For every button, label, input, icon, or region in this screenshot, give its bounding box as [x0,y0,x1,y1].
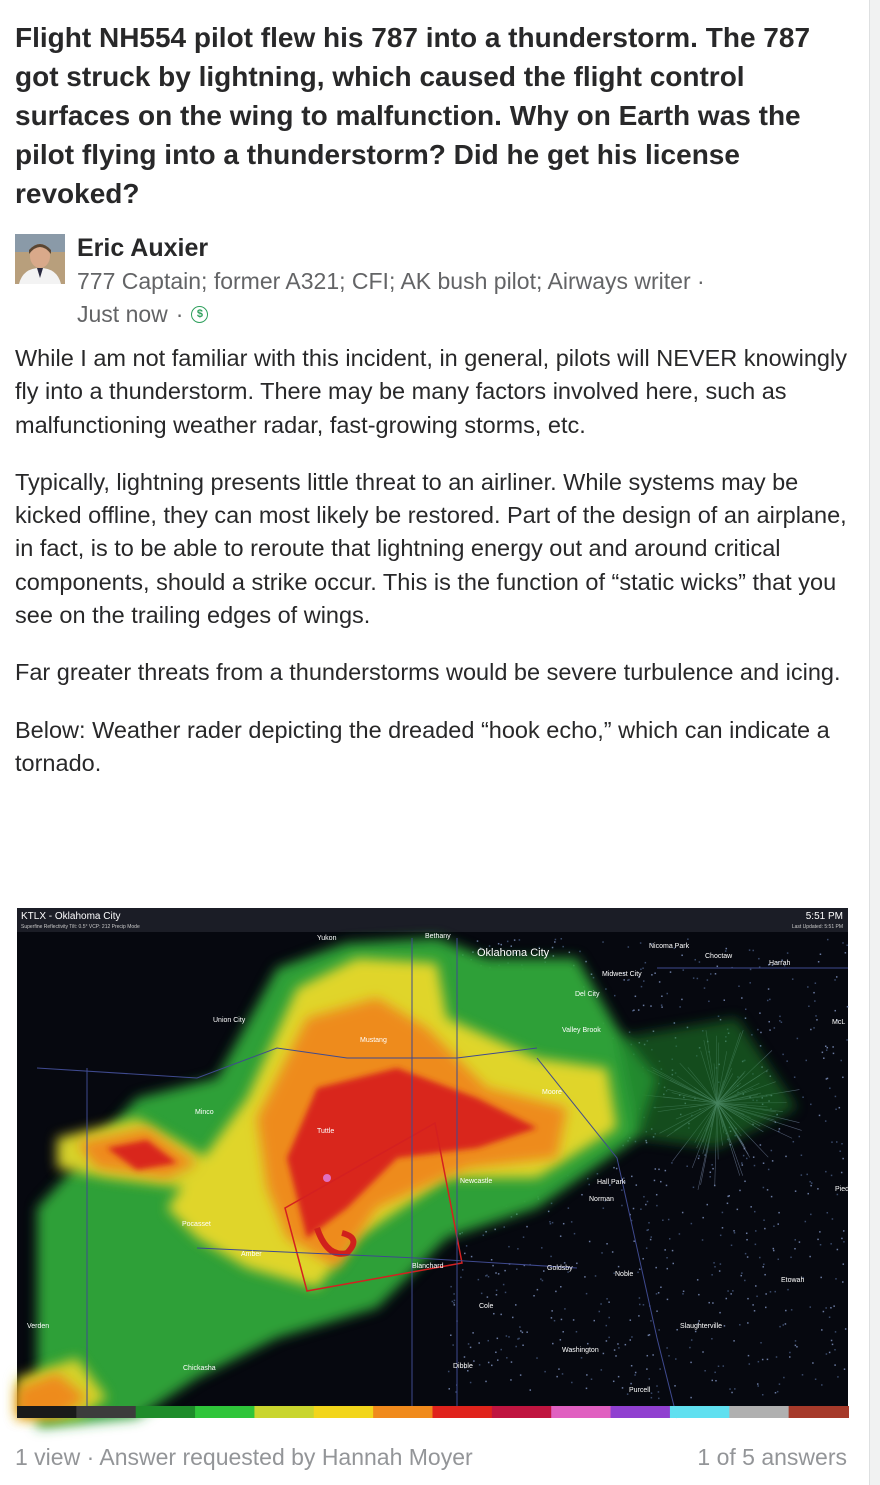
radar-town-label: Yukon [317,935,337,942]
answer-position[interactable]: 1 of 5 answers [697,1444,847,1470]
colorbar-segment [314,1406,374,1418]
colorbar-segment [76,1406,136,1418]
colorbar-segment [373,1406,433,1418]
radar-town-label: Harrah [769,960,791,967]
radar-town-label: Piedmont [835,1186,865,1193]
radar-town-label: Bethany [425,933,451,940]
radar-town-label: Hall Park [597,1179,626,1186]
colorbar-segment [670,1406,730,1418]
radar-town-label: Oklahoma City [477,947,550,959]
radar-town-label: Newcastle [460,1178,493,1185]
radar-town-label: Del City [575,991,600,998]
radar-town-label: Mustang [360,1037,387,1044]
radar-image[interactable] [17,908,865,1418]
answer-paragraph: Below: Weather rader depicting the dreaded “hook echo,” which can indicate a tornado. [15,716,830,776]
radar-town-label: Noble [615,1271,634,1278]
answer-paragraph: Typically, lightning presents little threat to an airliner. While systems may be kicked offline, they can most likely be restored. Part of the design of an airplane, in fact, is to be able to reroute that lightning energy out and around critical components, should a strike occur. This is the function of “static wicks” that you see on the trailing edges of wings. [15,468,847,629]
radar-town-label: Moore [542,1089,562,1096]
answer-timestamp[interactable]: Just now [77,301,168,327]
author-meta [77,301,208,328]
radar-town-label: Valley Brook [562,1027,601,1034]
answer-paragraph: While I am not familiar with this incident, in general, pilots will NEVER knowingly fly into a thunderstorm. There may be many factors involved here, such as malfunctioning weather radar, fast-growing storms, etc. [15,345,847,438]
radar-town-label: McL [832,1019,846,1026]
radar-updated: Last Updated: 5:51 PM [791,924,843,930]
radar-town-label: Etowah [781,1277,805,1284]
author-avatar[interactable] [15,234,65,284]
radar-colorbar [17,1406,849,1418]
colorbar-segment [611,1406,671,1418]
colorbar-segment [195,1406,255,1418]
radar-town-label: Minco [195,1109,214,1116]
radar-town-label: Choctaw [705,953,733,960]
radar-town-label: Dibble [453,1363,473,1370]
colorbar-segment [729,1406,789,1418]
radar-town-label: Midwest City [602,971,642,978]
radar-town-label: Blanchard [412,1263,444,1270]
colorbar-segment [136,1406,196,1418]
answer-paragraph: Far greater threats from a thunderstorms would be severe turbulence and icing. [15,659,841,686]
meta-separator: · [175,301,184,327]
radar-town-label: Purcell [629,1387,651,1394]
radar-town-label: Chickasha [183,1365,216,1372]
radar-town-label: Amber [241,1251,262,1258]
radar-town-label: Slaughterville [680,1323,723,1330]
question-title[interactable]: Flight NH554 pilot flew his 787 into a thunderstorm. The 787 got struck by lightning, which caused the flight control surfaces on the wing to malfunction. Why on Earth was the pilot flying into a thunderstorm? Did he get his license revoked? [15,22,811,209]
radar-station: KTLX - Oklahoma City [21,911,121,922]
radar-town-label: Washington [562,1347,599,1354]
radar-town-label: Nicoma Park [649,943,690,950]
dollar-circle-icon[interactable]: $ [191,306,208,323]
radar-town-label: Pocasset [182,1221,211,1228]
author-credential[interactable]: 777 Captain; former A321; CFI; AK bush pilot; Airways writer · [77,268,705,294]
author-name[interactable]: Eric Auxier [77,234,209,262]
colorbar-segment [789,1406,849,1418]
radar-town-label: Cole [479,1303,494,1310]
page-scroll-edge [869,0,880,1485]
radar-subtitle: Superfine Reflectivity Tilt: 0.5° VCP: 212 Precip Mode [21,924,140,930]
answer-stats[interactable]: 1 view · Answer requested by Hannah Moyer [15,1444,473,1470]
radar-header-bar [17,908,848,932]
answer-body [15,342,860,804]
radar-town-label: Norman [589,1196,614,1203]
colorbar-segment [492,1406,552,1418]
colorbar-segment [254,1406,314,1418]
radar-town-label: Union City [213,1017,246,1024]
colorbar-segment [551,1406,611,1418]
colorbar-segment [433,1406,493,1418]
colorbar-segment [17,1406,77,1418]
radar-town-label: Verden [27,1323,50,1330]
radar-town-label: Tuttle [317,1128,335,1135]
radar-time: 5:51 PM [805,911,843,922]
radar-town-label: Goldsby [547,1265,573,1272]
